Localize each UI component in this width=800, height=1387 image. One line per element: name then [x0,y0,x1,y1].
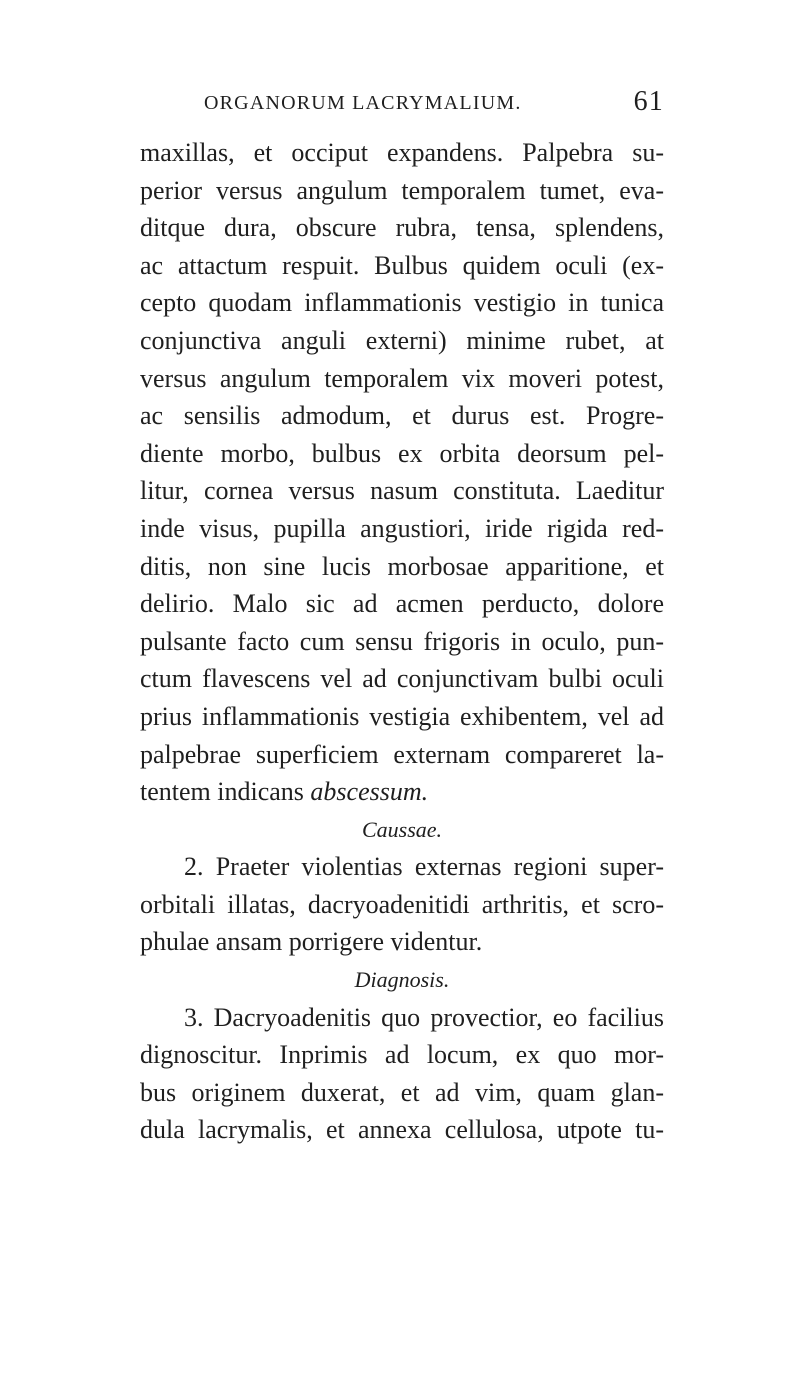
text-line: maxillas, et occiput expandens. Palpebra su- [140,138,664,167]
text-line: bus originem duxerat, et ad vim, quam glan- [140,1077,664,1107]
text-line: pulsante facto cum sensu frigoris in oculo, pun- [140,626,664,656]
paragraph-diagnosis [140,999,664,1149]
text-line: dignoscitur. Inprimis ad locum, ex quo mor- [140,1040,664,1070]
text-line: orbitali illatas, dacryoadenitidi arthritis, et scro- [140,889,664,919]
text-line-last [140,773,664,811]
text-line: versus angulum temporalem vix moveri potest, [140,363,664,393]
page-number: 61 [633,86,664,117]
text-line: ditque dura, obscure rubra, tensa, splendens, [140,213,664,243]
text-line-last: phulae ansam porrigere videntur. [140,927,483,957]
text-line: 2. Praeter violentias externas regioni super- [184,852,664,882]
text-line: conjunctiva anguli externi) minime rubet, at [140,325,664,355]
text-italic-abscessum: abscessum. [310,777,429,807]
body-text [140,134,664,1149]
text-line: ditis, non sine lucis morbosae apparitione, et [140,551,664,581]
text-line: 3. Dacryoadenitis quo provectior, eo facilius [184,1002,664,1032]
text-line: cepto quodam inflammationis vestigio in tunica [140,288,664,318]
text-line: palpebrae superficiem externam compareret la- [140,739,664,769]
text-line: litur, cornea versus nasum constituta. Laeditur [140,476,664,506]
text-line: inde visus, pupilla angustiori, iride rigida red- [140,513,664,543]
running-head-title: ORGANORUM LACRYMALIUM. [204,92,522,114]
text-line: perior versus angulum temporalem tumet, eva- [140,175,664,205]
text-line: prius inflammationis vestigia exhibentem, vel ad [140,701,664,731]
text-plain: tentem indicans [140,777,311,807]
text-line: ctum flavescens vel ad conjunctivam bulbi oculi [140,664,664,694]
text-line: dula lacrymalis, et annexa cellulosa, utpote tu- [140,1115,664,1145]
text-line: ac sensilis admodum, et durus est. Progre- [140,401,664,431]
paragraph-causes [140,848,664,961]
text-line: delirio. Malo sic ad acmen perducto, dolore [140,589,664,619]
text-line: diente morbo, bulbus ex orbita deorsum pel- [140,438,664,468]
running-head [204,86,664,132]
text-line: ac attactum respuit. Bulbus quidem oculi (ex- [140,250,664,280]
section-heading-causae: Caussae. [361,816,443,842]
paragraph-symptoms [140,134,664,811]
section-heading-diagnosis: Diagnosis. [354,967,450,993]
